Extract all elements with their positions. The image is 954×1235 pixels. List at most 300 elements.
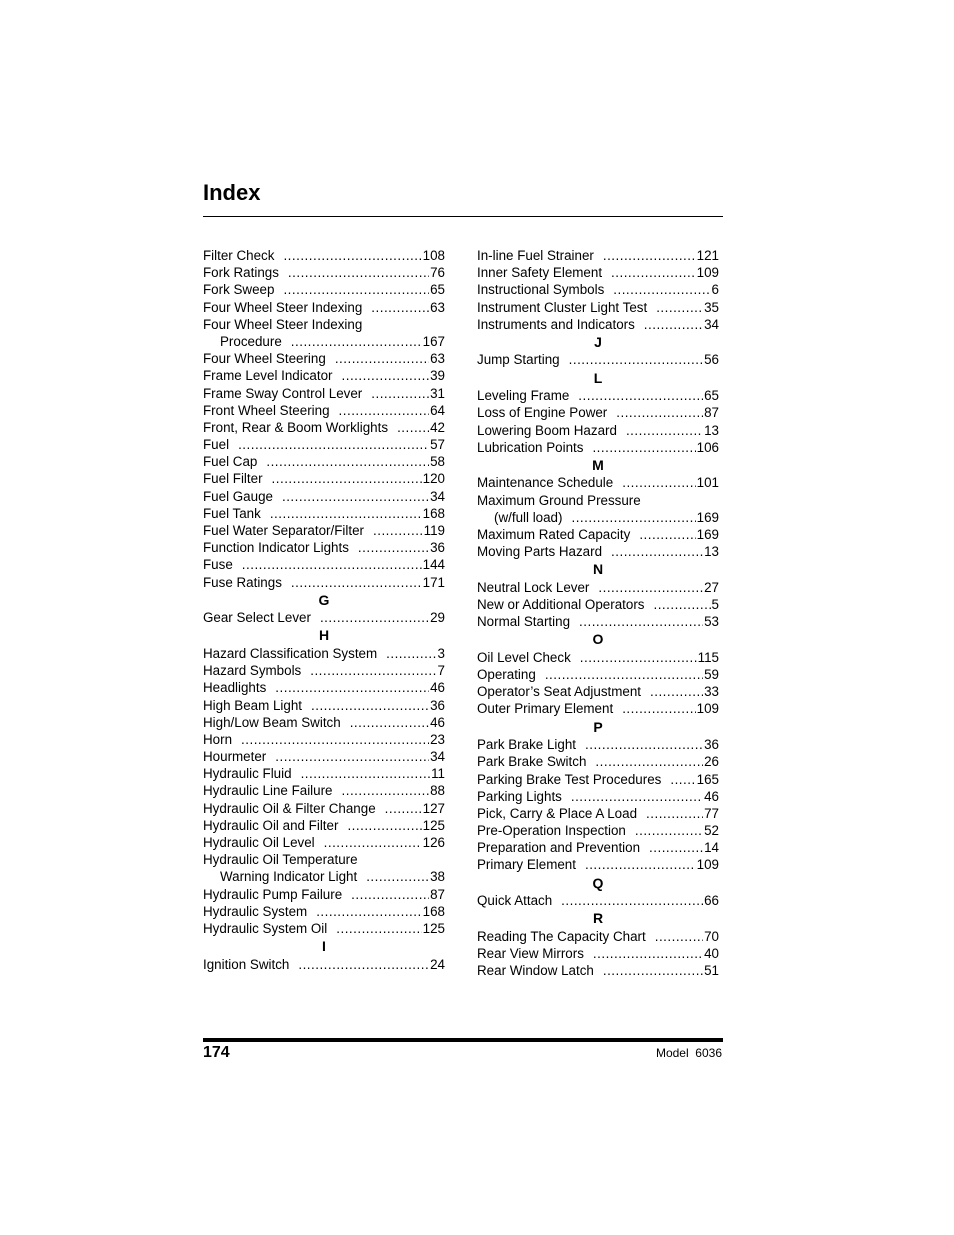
index-entry-term: Fuel Filter xyxy=(203,471,263,487)
dot-leader xyxy=(275,748,429,765)
index-section-letter: I xyxy=(322,938,326,955)
index-entry-term: Normal Starting xyxy=(477,614,571,630)
index-entry-term: New or Additional Operators xyxy=(477,597,645,612)
index-entry-term: Hydraulic Oil & Filter Change xyxy=(203,800,376,816)
index-entry-term: Lubrication Points xyxy=(477,439,584,455)
index-section-letter: H xyxy=(318,627,330,644)
dot-leader xyxy=(270,505,422,522)
index-entry-term: Rear View Mirrors xyxy=(477,946,584,961)
index-entry xyxy=(477,439,719,456)
index-entry-term: High/Low Beam Switch xyxy=(203,714,341,730)
index-entry-page: 34 xyxy=(704,316,719,332)
index-entry-term: Hydraulic Pump Failure xyxy=(203,886,343,902)
index-entry-page: 63 xyxy=(430,351,445,367)
dot-leader xyxy=(569,351,703,368)
dot-leader xyxy=(339,402,430,419)
index-entry-page: 13 xyxy=(704,422,719,438)
index-entry xyxy=(477,736,719,753)
index-entry-page: 46 xyxy=(704,788,719,804)
index-entry-term: Fork Sweep xyxy=(203,282,275,298)
index-entry-page: 24 xyxy=(430,956,445,972)
dot-leader xyxy=(613,281,710,298)
index-entry-term: Pre-Operation Inspection xyxy=(477,823,626,839)
dot-leader xyxy=(282,488,429,505)
index-entry xyxy=(477,509,719,526)
dot-leader xyxy=(593,945,703,962)
index-entry-page: 36 xyxy=(704,737,719,753)
dot-leader xyxy=(650,683,703,700)
index-entry-term: Maintenance Schedule xyxy=(477,475,614,491)
index-entry-term: High Beam Light xyxy=(203,697,302,713)
dot-leader xyxy=(324,834,422,851)
dot-leader xyxy=(545,666,703,683)
index-entry-term: Hazard Classification System xyxy=(203,645,378,661)
index-entry-page: 53 xyxy=(704,614,719,630)
index-entry-term: Headlights xyxy=(203,680,267,696)
index-section-letter: P xyxy=(593,718,603,735)
dot-leader xyxy=(336,920,421,937)
dot-leader xyxy=(320,609,429,626)
dot-leader xyxy=(397,419,429,436)
index-entry-page: 34 xyxy=(430,488,445,504)
index-entry xyxy=(477,753,719,770)
index-entry-page: 51 xyxy=(704,963,719,979)
index-entry xyxy=(203,264,445,281)
index-entry-term: Fuel Cap xyxy=(203,454,258,470)
index-entry-page: 125 xyxy=(422,920,445,936)
index-entry-term: Filter Check xyxy=(203,248,275,263)
dot-leader xyxy=(283,247,421,264)
index-entry-page: 58 xyxy=(430,454,445,470)
dot-leader xyxy=(342,367,430,384)
index-entry-page: 108 xyxy=(422,248,445,263)
index-entry xyxy=(477,839,719,856)
index-entry xyxy=(477,649,719,666)
index-entry-page: 56 xyxy=(704,352,719,368)
index-entry-term: Instruments and Indicators xyxy=(477,316,635,332)
index-entry-term: Horn xyxy=(203,731,233,747)
dot-leader xyxy=(288,264,429,281)
index-section-letter: N xyxy=(592,561,604,578)
dot-leader xyxy=(656,299,703,316)
dot-leader xyxy=(335,350,429,367)
dot-leader xyxy=(301,765,431,782)
index-entry xyxy=(203,817,445,834)
index-entry-term: Park Brake Light xyxy=(477,737,576,753)
index-entry-term: Leveling Frame xyxy=(477,388,570,404)
index-entry-page: 144 xyxy=(422,557,445,573)
dot-leader xyxy=(603,962,703,979)
index-entry-page: 26 xyxy=(704,754,719,770)
index-entry xyxy=(203,609,445,626)
index-entry-term: Park Brake Switch xyxy=(477,754,587,770)
index-section-letter: R xyxy=(592,910,604,927)
index-entry-page: 88 xyxy=(430,783,445,799)
index-entry xyxy=(477,474,719,491)
dot-leader xyxy=(266,453,429,470)
dot-leader xyxy=(622,700,695,717)
dot-leader xyxy=(603,247,696,264)
index-entry-term: Fuel Tank xyxy=(203,505,261,521)
dot-leader xyxy=(644,316,703,333)
index-entry-page: 119 xyxy=(423,523,445,538)
index-entry xyxy=(477,666,719,683)
index-entry xyxy=(203,920,445,937)
index-entry-page: 59 xyxy=(704,667,719,683)
index-entry-term: Hazard Symbols xyxy=(203,663,302,679)
footer-rule xyxy=(203,1038,723,1042)
index-entry xyxy=(477,892,719,909)
index-entry xyxy=(203,886,445,903)
index-entry xyxy=(477,543,719,560)
index-entry-page: 11 xyxy=(431,766,445,782)
index-entry xyxy=(203,645,445,662)
index-entry-page: 121 xyxy=(696,248,719,263)
dot-leader xyxy=(646,805,703,822)
index-entry-term: Fuse Ratings xyxy=(203,574,282,590)
index-entry-page: 115 xyxy=(697,649,719,665)
index-entry-page: 70 xyxy=(704,928,719,944)
index-entry-term: Instructional Symbols xyxy=(477,282,605,298)
dot-leader xyxy=(275,679,429,696)
dot-leader xyxy=(670,771,695,788)
dot-leader xyxy=(653,596,710,613)
index-entry-term: Hourmeter xyxy=(203,749,267,765)
index-entry xyxy=(203,316,445,333)
index-entry-term: Operator’s Seat Adjustment xyxy=(477,684,642,700)
index-entry-term: Inner Safety Element xyxy=(477,265,603,281)
index-entry xyxy=(477,928,719,945)
index-entry xyxy=(203,714,445,731)
index-entry-term: Operating xyxy=(477,667,536,683)
index-entry xyxy=(203,800,445,817)
index-entry xyxy=(477,700,719,717)
index-entry xyxy=(203,247,445,264)
index-section-letter: L xyxy=(593,369,603,386)
dot-leader xyxy=(350,714,429,731)
dot-leader xyxy=(241,731,429,748)
index-entry-page: 31 xyxy=(430,385,445,401)
index-entry-term: Fuel Gauge xyxy=(203,488,273,504)
dot-leader xyxy=(611,543,703,560)
index-entry xyxy=(203,556,445,573)
index-entry-page: 23 xyxy=(430,731,445,747)
dot-leader xyxy=(592,439,695,456)
index-section-letter: J xyxy=(594,333,602,350)
index-entry xyxy=(477,492,719,509)
index-entry-page: 167 xyxy=(422,333,445,349)
index-entry-page: 13 xyxy=(704,544,719,560)
index-entry-page: 6 xyxy=(711,282,719,298)
dot-leader xyxy=(358,539,429,556)
index-entry-term: Fuel Water Separator/Filter xyxy=(203,523,364,538)
index-entry xyxy=(203,697,445,714)
index-entry xyxy=(203,419,445,436)
index-entry-page: 120 xyxy=(422,471,445,487)
index-entry xyxy=(477,351,719,368)
index-entry-term: Reading The Capacity Chart xyxy=(477,928,646,944)
index-section-letter: M xyxy=(592,456,604,473)
index-entry-page: 36 xyxy=(430,697,445,713)
index-entry xyxy=(477,247,719,264)
dot-leader xyxy=(310,662,436,679)
index-entry-page: 57 xyxy=(430,437,445,453)
index-entry-page: 36 xyxy=(430,540,445,556)
index-entry-term: Four Wheel Steering xyxy=(203,351,326,367)
index-entry-term: Hydraulic System Oil xyxy=(203,920,328,936)
index-column-right xyxy=(477,247,719,979)
header-rule xyxy=(203,216,723,217)
index-entry-term: Maximum Rated Capacity xyxy=(477,526,631,542)
index-entry xyxy=(203,436,445,453)
dot-leader xyxy=(571,509,695,526)
index-entry-term: Procedure xyxy=(220,333,282,349)
index-entry xyxy=(203,851,445,868)
index-entry xyxy=(203,350,445,367)
index-entry-page: 38 xyxy=(430,869,445,885)
dot-leader xyxy=(347,817,421,834)
dot-leader xyxy=(639,526,695,543)
dot-leader xyxy=(351,886,429,903)
index-entry-term: Primary Element xyxy=(477,857,576,873)
index-entry-term: Loss of Engine Power xyxy=(477,405,608,421)
index-entry-page: 168 xyxy=(422,505,445,521)
index-entry-term: Frame Level Indicator xyxy=(203,368,333,384)
index-entry-page: 29 xyxy=(430,610,445,626)
index-entry-term: Four Wheel Steer Indexing xyxy=(203,299,363,315)
index-entry-term: Hydraulic Fluid xyxy=(203,766,292,782)
index-entry xyxy=(477,596,719,613)
index-entry-page: 126 xyxy=(422,835,445,850)
index-entry-page: 106 xyxy=(696,439,719,455)
index-entry-term: Hydraulic Oil and Filter xyxy=(203,817,339,833)
index-entry-page: 34 xyxy=(430,749,445,765)
dot-leader xyxy=(571,788,703,805)
index-entry-page: 76 xyxy=(430,265,445,281)
index-entry-term: Outer Primary Element xyxy=(477,701,614,717)
index-entry xyxy=(203,679,445,696)
index-entry-page: 42 xyxy=(430,419,445,435)
dot-leader xyxy=(238,436,429,453)
index-entry xyxy=(203,522,445,539)
index-entry xyxy=(203,402,445,419)
index-entry xyxy=(203,574,445,591)
index-entry-page: 87 xyxy=(430,886,445,902)
index-entry-term: Hydraulic System xyxy=(203,903,308,919)
index-entry xyxy=(203,956,445,973)
index-entry xyxy=(477,387,719,404)
dot-leader xyxy=(342,782,430,799)
model-label: Model 6036 xyxy=(655,1046,722,1060)
dot-leader xyxy=(311,697,429,714)
dot-leader xyxy=(626,422,703,439)
dot-leader xyxy=(242,556,422,573)
index-entry-term: Hydraulic Oil Temperature xyxy=(203,852,358,868)
index-entry-page: 40 xyxy=(704,946,719,961)
dot-leader xyxy=(655,928,703,945)
page-number: 174 xyxy=(203,1044,230,1061)
index-entry-page: 64 xyxy=(430,402,445,418)
index-entry-page: 171 xyxy=(422,574,445,590)
index-entry-page: 46 xyxy=(430,680,445,696)
index-entry-term: (w/full load) xyxy=(494,509,563,525)
index-entry-term: Frame Sway Control Lever xyxy=(203,385,363,401)
dot-leader xyxy=(291,574,422,591)
index-entry-page: 14 xyxy=(704,840,719,856)
index-entry-page: 109 xyxy=(696,701,719,717)
index-entry-page: 101 xyxy=(696,475,719,491)
index-entry-term: Pick, Carry & Place A Load xyxy=(477,805,638,821)
index-entry xyxy=(203,281,445,298)
index-entry xyxy=(477,613,719,630)
index-entry-term: Parking Brake Test Procedures xyxy=(477,771,662,787)
dot-leader xyxy=(595,753,703,770)
index-entry xyxy=(203,868,445,885)
index-section-letter: Q xyxy=(592,874,604,891)
index-entry xyxy=(203,488,445,505)
dot-leader xyxy=(578,387,703,404)
dot-leader xyxy=(616,404,703,421)
index-entry-term: Hydraulic Oil Level xyxy=(203,835,315,850)
index-entry-page: 52 xyxy=(704,823,719,839)
dot-leader xyxy=(585,736,703,753)
index-entry-page: 87 xyxy=(704,405,719,421)
index-entry-page: 169 xyxy=(696,526,719,542)
index-entry-page: 169 xyxy=(696,509,719,525)
index-entry xyxy=(477,945,719,962)
index-entry-page: 127 xyxy=(422,800,445,816)
index-entry-term: Preparation and Prevention xyxy=(477,840,641,856)
dot-leader xyxy=(579,613,703,630)
index-entry xyxy=(203,731,445,748)
dot-leader xyxy=(580,649,697,666)
index-entry xyxy=(203,834,445,851)
index-entry-term: Fuel xyxy=(203,437,230,453)
index-entry xyxy=(477,856,719,873)
index-entry xyxy=(477,299,719,316)
index-entry-page: 7 xyxy=(437,663,445,679)
index-entry-page: 3 xyxy=(437,645,445,661)
index-entry-page: 39 xyxy=(430,368,445,384)
index-entry xyxy=(203,782,445,799)
index-entry xyxy=(203,539,445,556)
index-entry xyxy=(477,281,719,298)
index-entry xyxy=(477,962,719,979)
index-entry-page: 125 xyxy=(422,817,445,833)
index-entry-page: 65 xyxy=(704,388,719,404)
index-entry-term: Quick Attach xyxy=(477,893,553,909)
index-entry xyxy=(477,805,719,822)
index-entry xyxy=(477,771,719,788)
index-entry-term: Four Wheel Steer Indexing xyxy=(203,316,363,332)
index-entry-page: 165 xyxy=(696,771,719,787)
index-entry-term: Ignition Switch xyxy=(203,956,290,972)
index-entry xyxy=(203,385,445,402)
index-entry-term: Fuse xyxy=(203,557,233,573)
index-entry xyxy=(203,662,445,679)
index-entry-term: Rear Window Latch xyxy=(477,963,594,979)
index-entry xyxy=(477,788,719,805)
dot-leader xyxy=(561,892,703,909)
index-entry xyxy=(203,333,445,350)
index-section-letter: O xyxy=(592,631,604,648)
index-entry xyxy=(477,526,719,543)
index-entry-page: 66 xyxy=(704,893,719,909)
dot-leader xyxy=(385,800,422,817)
index-entry-term: Front, Rear & Boom Worklights xyxy=(203,419,389,435)
dot-leader xyxy=(386,645,436,662)
dot-leader xyxy=(611,264,696,281)
index-entry-page: 46 xyxy=(430,714,445,730)
index-entry-term: Gear Select Lever xyxy=(203,610,311,626)
index-entry-term: Moving Parts Hazard xyxy=(477,544,603,560)
dot-leader xyxy=(371,385,429,402)
index-entry-term: Warning Indicator Light xyxy=(220,869,358,885)
index-section-letter: G xyxy=(318,591,330,608)
index-entry xyxy=(203,505,445,522)
index-entry xyxy=(203,903,445,920)
dot-leader xyxy=(366,868,429,885)
index-entry xyxy=(203,748,445,765)
index-entry xyxy=(203,765,445,782)
index-entry-page: 63 xyxy=(430,299,445,315)
index-entry xyxy=(477,579,719,596)
index-entry xyxy=(477,264,719,281)
dot-leader xyxy=(371,299,429,316)
dot-leader xyxy=(585,856,696,873)
index-entry xyxy=(203,299,445,316)
index-entry-page: 65 xyxy=(430,282,445,298)
page-title: Index xyxy=(203,180,261,205)
dot-leader xyxy=(635,822,703,839)
index-entry xyxy=(477,683,719,700)
index-entry-term: Maximum Ground Pressure xyxy=(477,492,641,508)
index-entry xyxy=(477,404,719,421)
dot-leader xyxy=(298,956,429,973)
index-entry-page: 35 xyxy=(704,299,719,315)
index-entry-page: 5 xyxy=(711,597,719,612)
index-entry-term: Front Wheel Steering xyxy=(203,402,330,418)
index-entry-term: Neutral Lock Lever xyxy=(477,579,590,595)
index-entry-term: Lowering Boom Hazard xyxy=(477,422,617,438)
index-column-left xyxy=(203,247,445,973)
dot-leader xyxy=(598,579,703,596)
dot-leader xyxy=(291,333,422,350)
index-entry-term: Oil Level Check xyxy=(477,649,571,665)
index-entry xyxy=(203,453,445,470)
index-entry-term: Fork Ratings xyxy=(203,265,279,281)
index-entry xyxy=(203,470,445,487)
index-entry-page: 109 xyxy=(696,265,719,281)
index-entry xyxy=(203,367,445,384)
dot-leader xyxy=(272,470,422,487)
index-entry xyxy=(477,822,719,839)
dot-leader xyxy=(316,903,421,920)
index-entry-term: Parking Lights xyxy=(477,788,562,804)
index-entry-page: 109 xyxy=(696,857,719,873)
index-entry-page: 77 xyxy=(704,805,719,821)
index-entry-page: 27 xyxy=(704,579,719,595)
index-entry-term: Instrument Cluster Light Test xyxy=(477,299,648,315)
index-entry xyxy=(477,422,719,439)
dot-leader xyxy=(373,522,423,539)
index-entry-page: 168 xyxy=(422,903,445,919)
dot-leader xyxy=(649,839,703,856)
index-entry-term: Jump Starting xyxy=(477,352,560,368)
dot-leader xyxy=(283,281,429,298)
dot-leader xyxy=(622,474,695,491)
index-entry-page: 33 xyxy=(704,684,719,700)
